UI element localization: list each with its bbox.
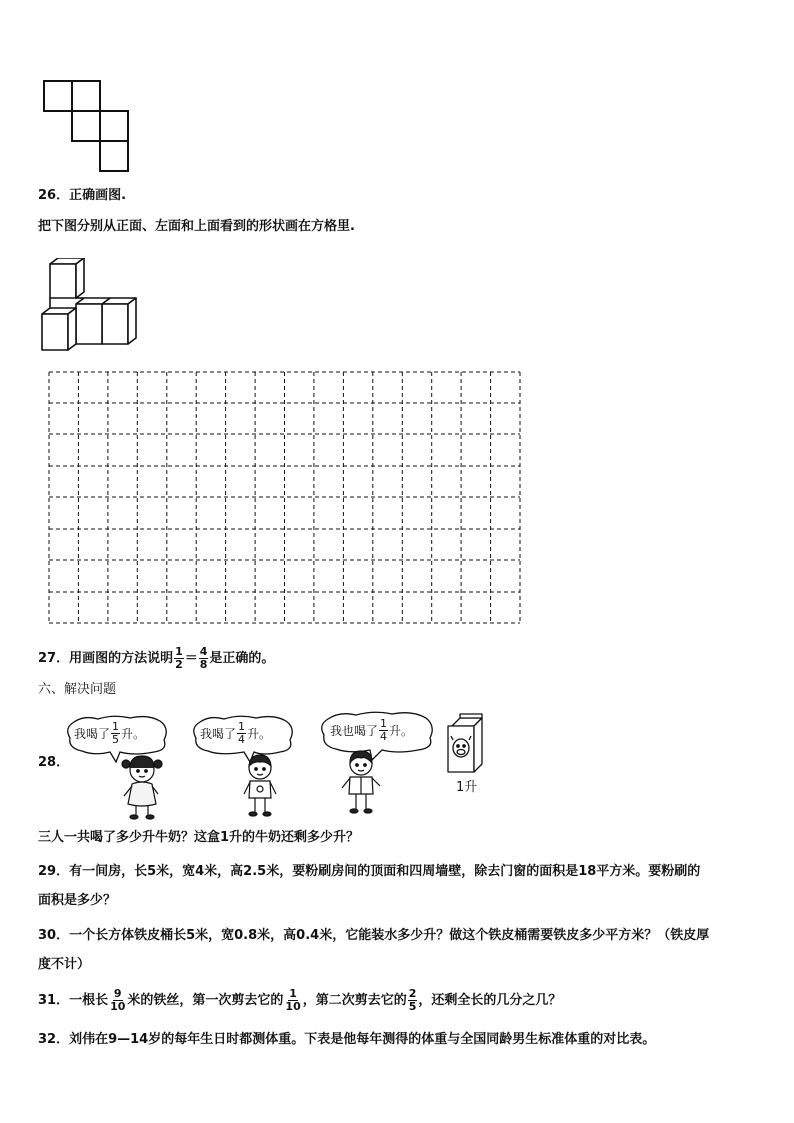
milk-carton-label: 1升 <box>456 780 478 795</box>
q31-fraction-2 <box>284 988 301 1013</box>
q31-f3-den: 5 <box>408 1000 417 1013</box>
bubble2-fraction <box>237 721 246 746</box>
bubble1-num: 1 <box>112 720 120 733</box>
bubble3-prefix: 我也喝了 <box>330 724 379 738</box>
q27-equals: ＝ <box>184 650 198 666</box>
milk-carton-icon <box>444 712 488 776</box>
bubble3-den: 4 <box>380 730 388 743</box>
q28-question: 三人一共喝了多少升牛奶？这盒1升的牛奶还剩多少升？ <box>38 830 360 845</box>
q27-fraction-right <box>199 646 209 671</box>
bubble2-num: 1 <box>238 720 246 733</box>
q29-line2: 面积是多少？ <box>38 893 117 908</box>
bubble2-den: 4 <box>238 733 246 746</box>
bubble3-fraction <box>379 718 388 743</box>
bubble1-suffix: 升。 <box>121 727 146 741</box>
speech-bubble-3-text <box>330 718 413 743</box>
q31-f1-den: 10 <box>110 1000 126 1013</box>
bubble1-fraction <box>111 721 120 746</box>
bubble1-den: 5 <box>112 733 120 746</box>
q26-instruction: 把下图分别从正面、左面和上面看到的形状画在方格里. <box>38 219 355 234</box>
q31-part4: ，还剩全长的几分之几？ <box>418 992 562 1008</box>
speech-bubble-1-text <box>74 721 145 746</box>
answer-grid[interactable] <box>48 371 522 625</box>
q29-line1: 29．有一间房，长5米，宽4米，高2.5米，要粉刷房间的顶面和四周墙壁，除去门窗的面积是18平方米。要粉刷的 <box>38 864 701 879</box>
boy-illustration-1 <box>236 752 284 818</box>
q27-prefix: 27．用画图的方法说明 <box>38 650 174 666</box>
q31-line <box>38 988 561 1013</box>
q27-fraction-left <box>174 646 184 671</box>
q30-line2: 度不计） <box>38 957 91 972</box>
q30-line1: 30．一个长方体铁皮桶长5米，宽0.8米，高0.4米，它能装水多少升？做这个铁皮桶需要铁皮多少平方米？（铁皮厚 <box>38 928 710 943</box>
q31-part3: ，第二次剪去它的 <box>302 992 407 1008</box>
q28-number: 28． <box>38 755 70 770</box>
q31-fraction-1 <box>109 988 126 1013</box>
q31-f2-num: 1 <box>289 987 297 1000</box>
q31-f3-num: 2 <box>408 987 417 1000</box>
q27-frac-left-num: 1 <box>175 645 183 658</box>
q31-part2: 米的铁丝，第一次剪去它的 <box>127 992 284 1008</box>
q32-text: 32．刘伟在9—14岁的每年生日时都测体重。下表是他每年测得的体重与全国同龄男生标准体重的对比表。 <box>38 1032 656 1047</box>
bubble1-prefix: 我喝了 <box>74 727 111 741</box>
q31-part1: 31．一根长 <box>38 992 109 1008</box>
cube-stack-figure <box>38 258 138 354</box>
bubble2-suffix: 升。 <box>247 727 272 741</box>
bubble3-suffix: 升。 <box>389 724 414 738</box>
speech-bubble-2-text <box>200 721 271 746</box>
boy-illustration-2 <box>336 748 386 816</box>
bubble3-num: 1 <box>380 717 388 730</box>
q31-f1-num: 9 <box>113 987 122 1000</box>
q26-title: 26．正确画图. <box>38 188 127 203</box>
q27-frac-right-den: 8 <box>199 658 208 671</box>
square-net-figure <box>40 78 140 174</box>
q27-line <box>38 646 274 671</box>
bubble2-prefix: 我喝了 <box>200 727 237 741</box>
q27-frac-left-den: 2 <box>175 658 183 671</box>
section-6-title: 六、解决问题 <box>38 682 117 697</box>
q31-f2-den: 10 <box>285 1000 301 1013</box>
q27-frac-right-num: 4 <box>199 645 208 658</box>
q27-suffix: 是正确的。 <box>209 650 275 666</box>
q31-fraction-3 <box>408 988 418 1013</box>
girl-illustration <box>116 750 168 820</box>
